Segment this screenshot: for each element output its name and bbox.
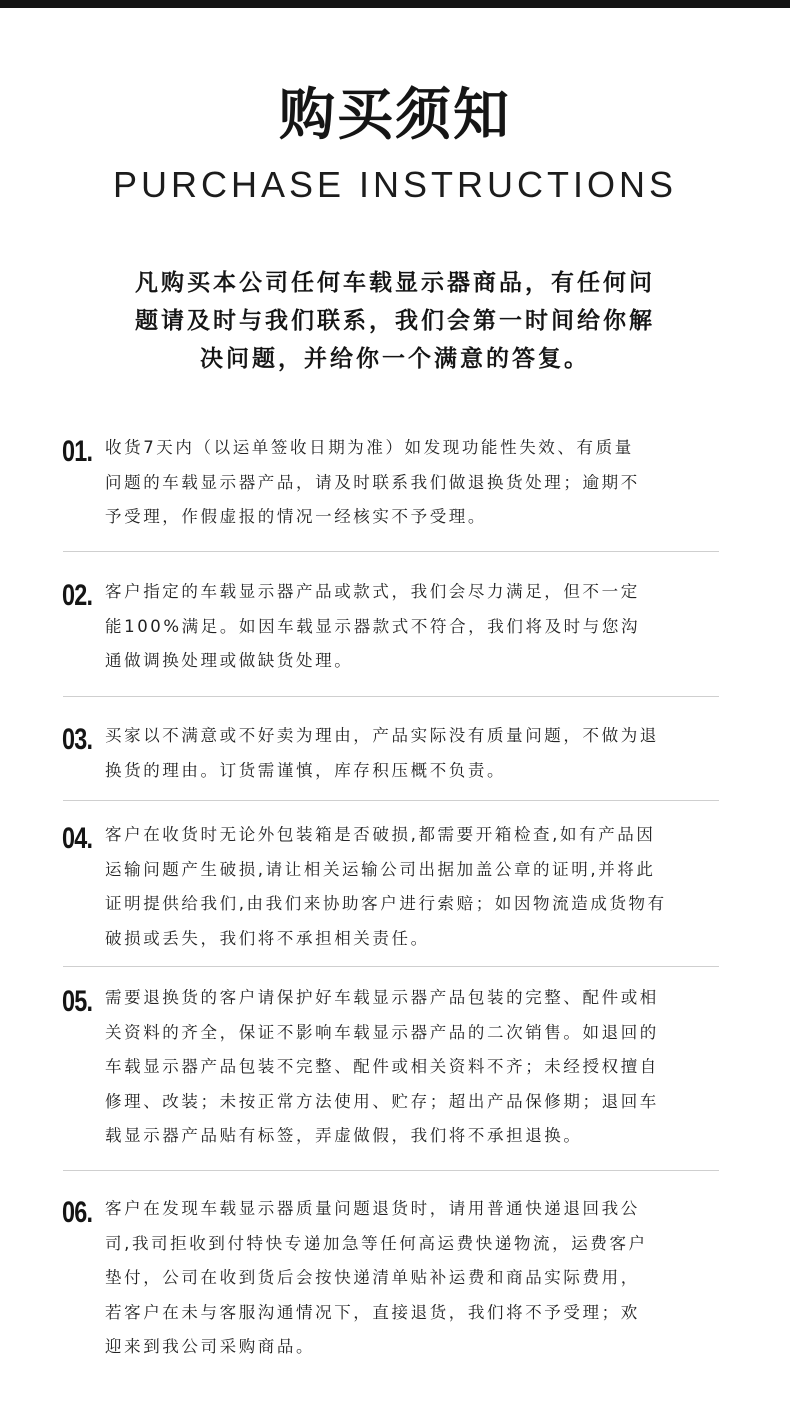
- divider: [63, 966, 719, 967]
- item-line: 迎来到我公司采购商品。: [105, 1337, 316, 1356]
- item-line: 予受理，作假虚报的情况一经核实不予受理。: [105, 507, 487, 526]
- item-line: 通做调换处理或做缺货处理。: [105, 651, 354, 670]
- item-line: 运输问题产生破损,请让相关运输公司出据加盖公章的证明,并将此: [105, 859, 656, 879]
- page-subtitle: PURCHASE INSTRUCTIONS: [112, 164, 678, 205]
- intro-line: 凡购买本公司任何车载显示器商品，有任何问: [135, 270, 655, 296]
- item-line: 买家以不满意或不好卖为理由，产品实际没有质量问题，不做为退: [105, 726, 659, 745]
- divider: [63, 696, 719, 697]
- item-line: 垫付，公司在收到货后会按快递清单贴补运费和商品实际费用，: [105, 1268, 640, 1287]
- item-line: 客户指定的车载显示器产品或款式，我们会尽力满足，但不一定: [105, 582, 640, 601]
- item-text: [105, 981, 659, 1154]
- item-number: 02.: [62, 579, 93, 612]
- page-title: 购买须知: [279, 83, 511, 148]
- item-line: 关资料的齐全，保证不影响车载显示器产品的二次销售。如退回的: [105, 1022, 659, 1042]
- intro-line: 决问题，并给你一个满意的答复。: [200, 346, 590, 372]
- item-line: 客户在收货时无论外包装箱是否破损,都需要开箱检查,如有产品因: [105, 825, 656, 844]
- item-number: 01.: [62, 435, 93, 468]
- item-line: 破损或丢失，我们将不承担相关责任。: [105, 928, 430, 948]
- item-number: 05.: [62, 985, 93, 1018]
- item-line: 换货的理由。订货需谨慎，库存积压概不负责。: [105, 760, 507, 780]
- item-text: [105, 818, 667, 956]
- intro-line: 题请及时与我们联系，我们会第一时间给你解: [135, 308, 655, 334]
- item-text: [105, 431, 640, 535]
- item-line: 修理、改装；未按正常方法使用、贮存；超出产品保修期；退回车: [105, 1091, 659, 1111]
- item-line: 车载显示器产品包装不完整、配件或相关资料不齐；未经授权擅自: [105, 1057, 659, 1076]
- divider: [63, 551, 719, 552]
- item-number: 03.: [62, 723, 93, 756]
- item-line: 客户在发现车载显示器质量问题退货时，请用普通快递退回我公: [105, 1199, 640, 1218]
- item-line: 证明提供给我们,由我们来协助客户进行索赔；如因物流造成货物有: [105, 894, 667, 913]
- item-text: [105, 1192, 648, 1365]
- item-line: 司,我司拒收到付特快专递加急等任何高运费快递物流，运费客户: [105, 1233, 648, 1253]
- item-line: 收货7天内（以运单签收日期为准）如发现功能性失效、有质量: [105, 438, 634, 457]
- item-text: [105, 719, 659, 788]
- item-line: 问题的车载显示器产品，请及时联系我们做退换货处理；逾期不: [105, 472, 640, 492]
- item-line: 载显示器产品贴有标签，弄虚做假，我们将不承担退换。: [105, 1126, 583, 1145]
- item-number: 06.: [62, 1196, 93, 1229]
- item-number: 04.: [62, 822, 93, 855]
- top-bar: [0, 0, 790, 8]
- divider: [63, 1170, 719, 1171]
- item-text: [105, 575, 640, 679]
- intro-paragraph: [60, 264, 730, 378]
- item-line: 需要退换货的客户请保护好车载显示器产品包装的完整、配件或相: [105, 988, 659, 1007]
- divider: [63, 800, 719, 801]
- item-line: 能100%满足。如因车载显示器款式不符合，我们将及时与您沟: [105, 616, 641, 636]
- item-line: 若客户在未与客服沟通情况下，直接退货，我们将不予受理；欢: [105, 1302, 640, 1322]
